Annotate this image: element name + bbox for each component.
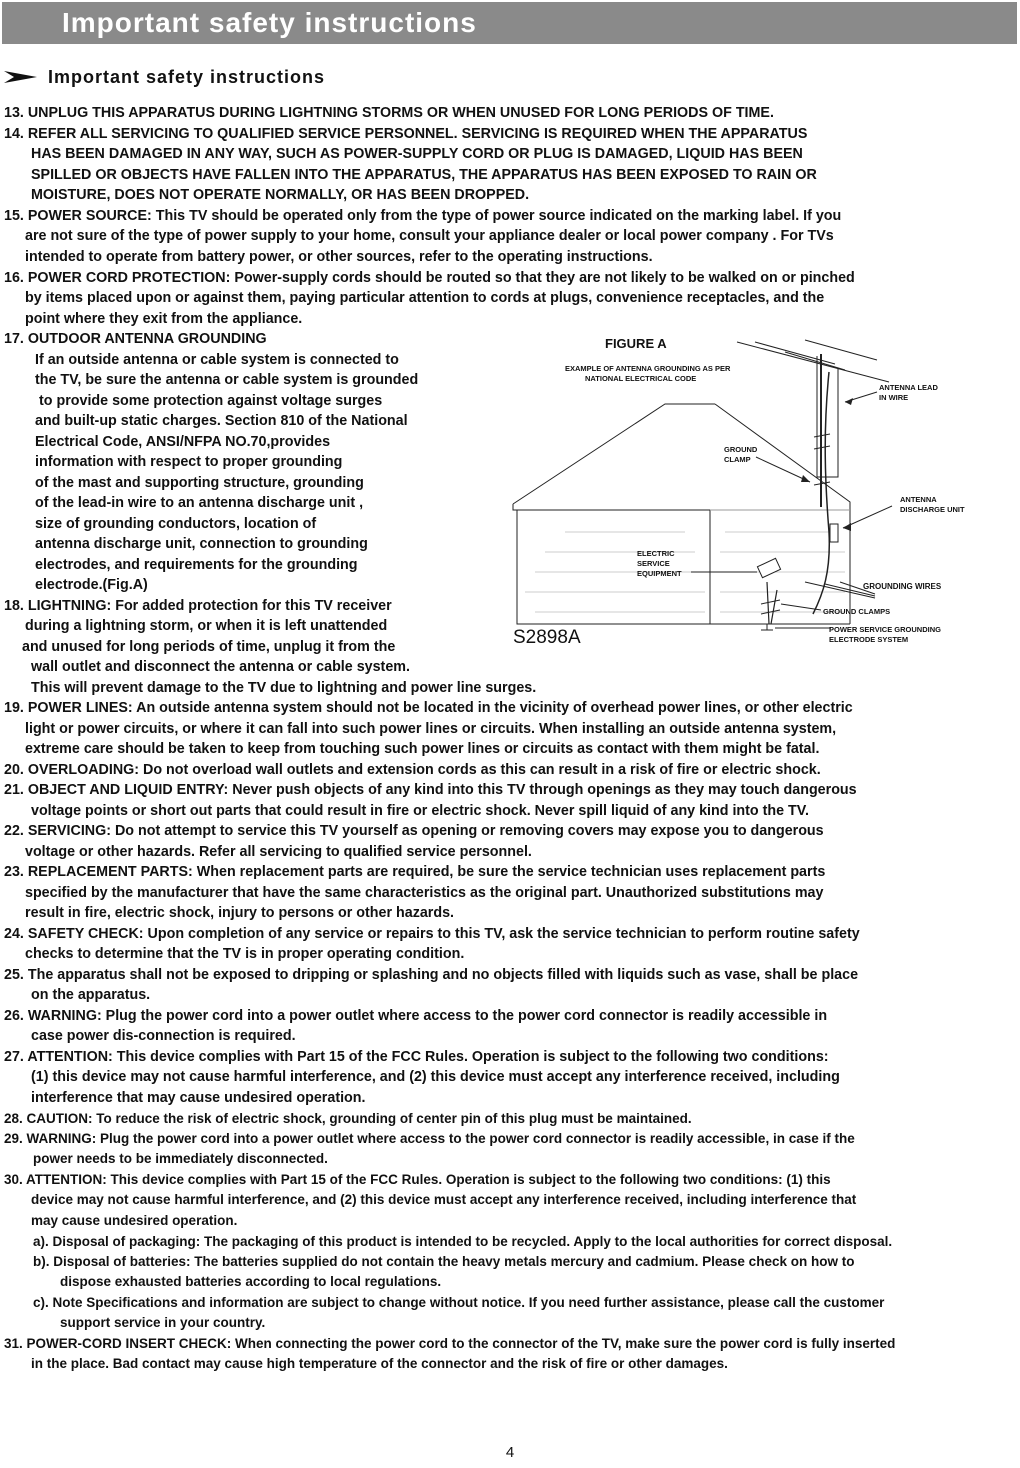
label-power-service: ELECTRODE SYSTEM — [829, 635, 909, 644]
text-line: electrodes, and requirements for the grounding — [35, 557, 358, 573]
label-ground-clamps: GROUND CLAMPS — [823, 607, 891, 616]
page-number: 4 — [505, 1444, 515, 1461]
text-line: Electrical Code, ANSI/NFPA NO.70,provides — [35, 434, 331, 450]
text-line: during a lightning storm, or when it is left unattended — [25, 618, 388, 634]
page-title: Important safety instructions — [62, 7, 477, 38]
label-discharge-unit: ANTENNA — [900, 495, 937, 504]
text-line: HAS BEEN DAMAGED IN ANY WAY, SUCH AS POWER-SUPPLY CORD OR PLUG IS DAMAGED, LIQUID HAS BEEN — [31, 146, 803, 162]
text-line: voltage or other hazards. Refer all servicing to qualified service personnel. — [25, 844, 532, 860]
text-line: 19. POWER LINES: An outside antenna system should not be located in the vicinity of overhead power lines, or other electric — [4, 700, 853, 716]
label-antenna-lead: ANTENNA LEAD — [879, 383, 938, 392]
text-line: are not sure of the type of power supply to your home, consult your appliance dealer or local power company . For TVs — [25, 228, 834, 244]
text-line: and unused for long periods of time, unplug it from the — [22, 639, 396, 655]
text-line: in the place. Bad contact may cause high temperature of the connector and the risk of fire or other damages. — [31, 1356, 728, 1371]
text-line: 15. POWER SOURCE: This TV should be operated only from the type of power source indicated on the marking label. If you — [4, 208, 842, 224]
label-ground-clamp: GROUND — [724, 445, 758, 454]
text-line: point where they exit from the appliance. — [25, 311, 303, 327]
text-line: 20. OVERLOADING: Do not overload wall outlets and extension cords as this can result in a risk of fire or electric shock. — [4, 762, 821, 778]
text-line: (1) this device may not cause harmful interference, and (2) this device must accept any interference received, including — [31, 1069, 840, 1085]
label-ground-clamp: CLAMP — [724, 455, 751, 464]
text-line: result in fire, electric shock, injury to persons or other hazards. — [25, 905, 455, 921]
text-line: 18. LIGHTNING: For added protection for this TV receiver — [4, 598, 392, 614]
text-line: power needs to be immediately disconnected. — [33, 1151, 328, 1166]
text-line: 16. POWER CORD PROTECTION: Power-supply cords should be routed so that they are not likely to be walked on or pinched — [4, 270, 855, 286]
text-line: 28. CAUTION: To reduce the risk of electric shock, grounding of center pin of this plug must be maintained. — [4, 1111, 692, 1126]
text-line: specified by the manufacturer that have the same characteristics as the original part. Unauthorized substitutions may — [25, 885, 824, 901]
header-bar — [2, 2, 1017, 44]
text-line: 23. REPLACEMENT PARTS: When replacement parts are required, be sure the service technician uses replacement parts — [4, 864, 826, 880]
text-line: 24. SAFETY CHECK: Upon completion of any service or repairs to this TV, ask the service technician to perform routine safety — [4, 926, 860, 942]
text-line: a). Disposal of packaging: The packaging of this product is intended to be recycled. Apply to the local authorities for correct disposal. — [33, 1234, 893, 1249]
antenna-grounding-figure — [505, 332, 980, 662]
text-line: by items placed upon or against them, paying particular attention to cords at plugs, convenience receptacles, and the — [25, 290, 825, 306]
text-line: interference that may cause undesired operation. — [31, 1090, 366, 1106]
text-line: the TV, be sure the antenna or cable system is grounded — [35, 372, 419, 388]
figure-caption: NATIONAL ELECTRICAL CODE — [585, 374, 697, 383]
text-line: voltage points or short out parts that could result in fire or electric shock. Never spill liquid of any kind into the TV. — [31, 803, 809, 819]
text-line: 17. OUTDOOR ANTENNA GROUNDING — [4, 331, 267, 347]
label-antenna-lead: IN WIRE — [879, 393, 909, 402]
text-line: 26. WARNING: Plug the power cord into a power outlet where access to the power cord connector is readily accessible in — [4, 1008, 828, 1024]
figure-title: FIGURE A — [605, 336, 667, 351]
text-line: antenna discharge unit, connection to grounding — [35, 536, 368, 552]
label-discharge-unit: DISCHARGE UNIT — [900, 505, 965, 514]
text-line: and built-up static charges. Section 810 of the National — [35, 413, 408, 429]
text-line: 29. WARNING: Plug the power cord into a power outlet where access to the power cord connector is readily accessible, in case if the — [4, 1131, 855, 1146]
text-line: SPILLED OR OBJECTS HAVE FALLEN INTO THE APPARATUS, THE APPARATUS HAS BEEN EXPOSED TO RAIN OR — [31, 167, 817, 183]
label-grounding-wires: GROUNDING WIRES — [863, 582, 942, 591]
text-line: wall outlet and disconnect the antenna or cable system. — [31, 659, 410, 675]
text-line: case power dis-connection is required. — [31, 1028, 296, 1044]
text-line: intended to operate from battery power, or other sources, refer to the operating instructions. — [25, 249, 653, 265]
text-line: extreme care should be taken to keep from touching such power lines or circuits as contact with them might be fatal. — [25, 741, 820, 757]
text-line: 21. OBJECT AND LIQUID ENTRY: Never push objects of any kind into this TV through openings as they may touch dangerous — [4, 782, 857, 798]
text-line: information with respect to proper grounding — [35, 454, 343, 470]
label-electric-service: SERVICE — [637, 559, 670, 568]
text-line: size of grounding conductors, location of — [35, 516, 317, 532]
text-line: 14. REFER ALL SERVICING TO QUALIFIED SERVICE PERSONNEL. SERVICING IS REQUIRED WHEN THE APPARATUS — [4, 126, 808, 142]
text-line: may cause undesired operation. — [31, 1213, 238, 1228]
text-line: of the mast and supporting structure, grounding — [35, 475, 364, 491]
label-electric-service: EQUIPMENT — [637, 569, 682, 578]
model-number: S2898A — [513, 627, 581, 648]
text-line: light or power circuits, or where it can fall into such power lines or circuits. When installing an outside antenna system, — [25, 721, 837, 737]
text-line: of the lead-in wire to an antenna discharge unit , — [35, 495, 364, 511]
text-line: to provide some protection against voltage surges — [39, 393, 383, 409]
text-line: 30. ATTENTION: This device complies with Part 15 of the FCC Rules. Operation is subject to the following two conditions: (1) this — [4, 1172, 831, 1187]
label-electric-service: ELECTRIC — [637, 549, 675, 558]
text-line: If an outside antenna or cable system is connected to — [35, 352, 399, 368]
text-line: 13. UNPLUG THIS APPARATUS DURING LIGHTNING STORMS OR WHEN UNUSED FOR LONG PERIODS OF TIME. — [4, 105, 774, 121]
text-line: MOISTURE, DOES NOT OPERATE NORMALLY, OR HAS BEEN DROPPED. — [31, 187, 530, 203]
text-line: device may not cause harmful interference, and (2) this device must accept any interference received, including interference that — [31, 1192, 857, 1207]
label-power-service: POWER SERVICE GROUNDING — [829, 625, 941, 634]
text-line: 27. ATTENTION: This device complies with Part 15 of the FCC Rules. Operation is subject to the following two conditions: — [4, 1049, 829, 1065]
text-line: 31. POWER-CORD INSERT CHECK: When connecting the power cord to the connector of the TV, make sure the power cord is fully inserted — [4, 1336, 896, 1351]
text-line: This will prevent damage to the TV due to lightning and power line surges. — [31, 680, 537, 696]
text-line: support service in your country. — [60, 1315, 266, 1330]
text-line: c). Note Specifications and information are subject to change without notice. If you need further assistance, please call the customer — [33, 1295, 885, 1310]
figure-caption: EXAMPLE OF ANTENNA GROUNDING AS PER — [565, 364, 731, 373]
text-line: checks to determine that the TV is in proper operating condition. — [25, 946, 465, 962]
text-line: b). Disposal of batteries: The batteries supplied do not contain the heavy metals mercury and cadmium. Please check on how to — [33, 1254, 855, 1269]
text-line: on the apparatus. — [31, 987, 151, 1003]
text-line: 22. SERVICING: Do not attempt to service this TV yourself as opening or removing covers may expose you to dangerous — [4, 823, 824, 839]
section-subtitle: Important safety instructions — [48, 67, 326, 87]
text-line: 25. The apparatus shall not be exposed to dripping or splashing and no objects filled with liquids such as vase, shall be place — [4, 967, 859, 983]
text-line: electrode.(Fig.A) — [35, 577, 148, 593]
arrow-icon — [4, 68, 38, 84]
text-line: dispose exhausted batteries according to local regulations. — [60, 1274, 442, 1289]
